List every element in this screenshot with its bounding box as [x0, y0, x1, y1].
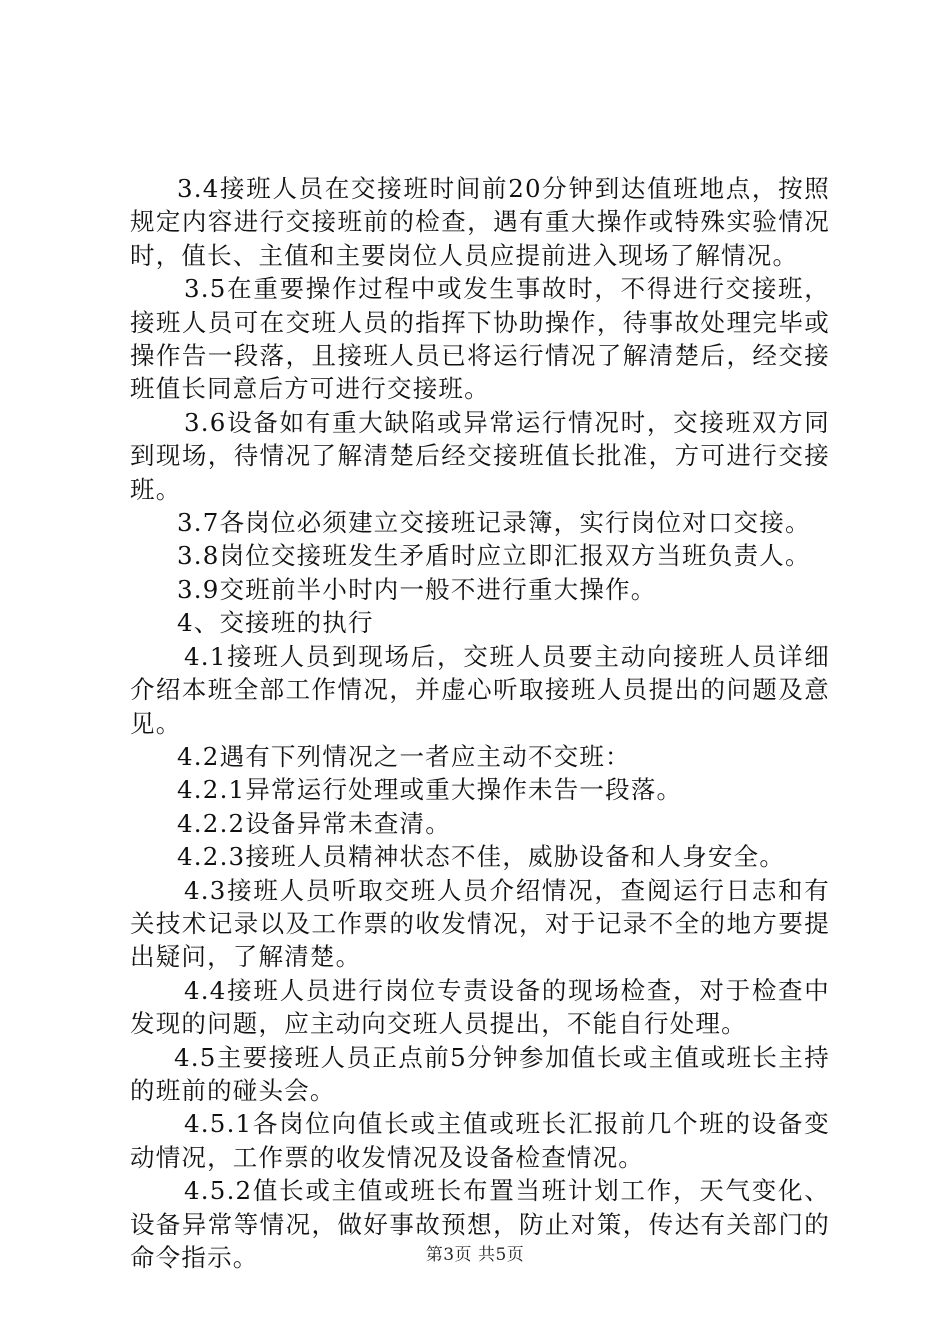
paragraph-4-2-1: 4.2.1异常运行处理或重大操作未告一段落。 [177, 775, 683, 805]
paragraph-3-9: 3.9交班前半小时内一般不进行重大操作。 [177, 574, 657, 604]
paragraph-4-4: 4.4接班人员进行岗位专责设备的现场检查，对于检查中发现的问题，应主动向交班人员提出，不能自行处理。 [130, 975, 830, 1039]
paragraph-4-1: 4.1接班人员到现场后，交班人员要主动向接班人员详细介绍本班全部工作情况，并虚心听取接班人员提出的问题及意见。 [130, 641, 830, 738]
paragraph-4-5-1: 4.5.1各岗位向值长或主值或班长汇报前几个班的设备变动情况，工作票的收发情况及设备检查情况。 [130, 1109, 830, 1172]
paragraph-4-2-2: 4.2.2设备异常未查清。 [177, 808, 451, 838]
paragraph-3-8: 3.8岗位交接班发生矛盾时应立即汇报双方当班负责人。 [177, 541, 811, 571]
paragraph-3-6: 3.6设备如有重大缺陷或异常运行情况时，交接班双方同到现场，待情况了解清楚后经交接班值长批准，方可进行交接班。 [130, 407, 830, 504]
paragraph-4-2-3: 4.2.3接班人员精神状态不佳，威胁设备和人身安全。 [177, 842, 786, 872]
paragraph-3-4: 3.4接班人员在交接班时间前20分钟到达值班地点，按照规定内容进行交接班前的检查，遇有重大操作或特殊实验情况时，值长、主值和主要岗位人员应提前进入现场了解情况。 [130, 174, 830, 270]
paragraph-3-7: 3.7各岗位必须建立交接班记录簿，实行岗位对口交接。 [177, 508, 811, 538]
paragraph-4-5-2: 4.5.2值长或主值或班长布置当班计划工作，天气变化、设备异常等情况，做好事故预想，防止对策，传达有关部门的命令指示。 [130, 1176, 830, 1272]
page-number-footer: 第3页 共5页 [425, 1245, 525, 1265]
document-body [130, 172, 830, 1274]
paragraph-4-3: 4.3接班人员听取交班人员介绍情况，查阅运行日志和有关技术记录以及工作票的收发情况，对于记录不全的地方要提出疑问，了解清楚。 [130, 875, 830, 972]
paragraph-4-2: 4.2遇有下列情况之一者应主动不交班： [177, 741, 631, 771]
section-heading-4: 4、交接班的执行 [177, 608, 374, 638]
paragraph-4-5: 4.5主要接班人员正点前5分钟参加值长或主值或班长主持的班前的碰头会。 [130, 1042, 830, 1105]
paragraph-3-5: 3.5在重要操作过程中或发生事故时，不得进行交接班，接班人员可在交班人员的指挥下协助操作，待事故处理完毕或操作告一段落，且接班人员已将运行情况了解清楚后，经交接班值长同意后方可进行交接班。 [130, 274, 830, 404]
